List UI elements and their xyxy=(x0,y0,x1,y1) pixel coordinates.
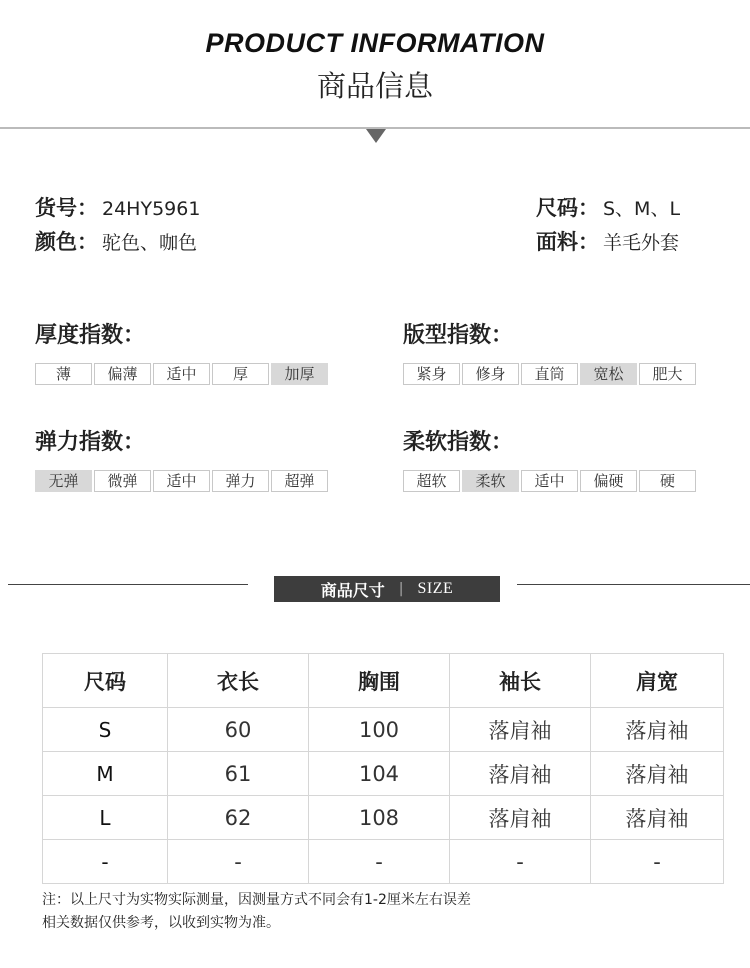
elasticity-option: 超弹 xyxy=(271,470,328,492)
size-section-title-en: SIZE xyxy=(417,580,454,597)
softness-option: 硬 xyxy=(639,470,696,492)
table-cell: M xyxy=(43,752,168,796)
thickness-index-title: 厚度指数： xyxy=(35,323,146,348)
thickness-option: 偏薄 xyxy=(94,363,151,385)
elasticity-option: 弹力 xyxy=(212,470,269,492)
table-cell: 104 xyxy=(309,752,450,796)
page-title-en: PRODUCT INFORMATION xyxy=(205,28,545,58)
size-table-header-row xyxy=(43,654,724,708)
thickness-option: 加厚 xyxy=(271,363,328,385)
table-cell: 60 xyxy=(168,708,309,752)
table-cell: 108 xyxy=(309,796,450,840)
table-cell: 落肩袖 xyxy=(450,796,591,840)
table-row xyxy=(43,708,724,752)
table-cell: 61 xyxy=(168,752,309,796)
table-cell: L xyxy=(43,796,168,840)
size-section-separator: | xyxy=(398,581,404,597)
elasticity-scale xyxy=(35,470,328,492)
size-section-banner xyxy=(274,576,500,602)
item-number-label: 货号： xyxy=(35,196,98,220)
table-cell: 62 xyxy=(168,796,309,840)
color-row xyxy=(35,226,197,256)
measurement-note: 注：以上尺寸为实物实际测量，因测量方式不同会有1-2厘米左右误差 xyxy=(42,892,471,908)
softness-option: 偏硬 xyxy=(580,470,637,492)
thickness-option: 厚 xyxy=(212,363,269,385)
softness-option: 超软 xyxy=(403,470,460,492)
fit-scale xyxy=(403,363,696,385)
softness-scale xyxy=(403,470,696,492)
table-cell: - xyxy=(43,840,168,884)
header-cell-size: 尺码 xyxy=(43,654,168,708)
fit-index-title: 版型指数： xyxy=(403,323,514,348)
header-cell-length: 衣长 xyxy=(168,654,309,708)
fabric-row xyxy=(536,226,679,256)
table-cell: 落肩袖 xyxy=(450,708,591,752)
fabric-label: 面料： xyxy=(536,230,599,254)
elasticity-option: 微弹 xyxy=(94,470,151,492)
color-label: 颜色： xyxy=(35,230,98,254)
triangle-down-icon xyxy=(366,129,386,143)
fit-option: 宽松 xyxy=(580,363,637,385)
section-divider-left xyxy=(8,584,248,585)
table-cell: S xyxy=(43,708,168,752)
size-value: S、M、L xyxy=(603,198,681,220)
table-cell: 落肩袖 xyxy=(591,708,724,752)
thickness-option: 薄 xyxy=(35,363,92,385)
softness-option: 适中 xyxy=(521,470,578,492)
elasticity-index-title: 弹力指数： xyxy=(35,430,146,455)
size-row xyxy=(536,192,680,222)
fit-option: 肥大 xyxy=(639,363,696,385)
header-cell-shoulder: 肩宽 xyxy=(591,654,724,708)
softness-index-title: 柔软指数： xyxy=(403,430,514,455)
table-row xyxy=(43,752,724,796)
table-cell: - xyxy=(591,840,724,884)
item-number-row xyxy=(35,192,200,222)
color-value: 驼色、咖色 xyxy=(102,232,198,254)
table-cell: - xyxy=(309,840,450,884)
header-cell-chest: 胸围 xyxy=(309,654,450,708)
softness-option: 柔软 xyxy=(462,470,519,492)
size-section-title-cn: 商品尺寸 xyxy=(320,580,385,600)
fabric-value: 羊毛外套 xyxy=(603,232,680,254)
reference-note: 相关数据仅供参考，以收到实物为准。 xyxy=(42,915,280,931)
elasticity-option: 无弹 xyxy=(35,470,92,492)
table-cell: 100 xyxy=(309,708,450,752)
thickness-scale xyxy=(35,363,328,385)
size-table xyxy=(42,653,724,884)
elasticity-option: 适中 xyxy=(153,470,210,492)
fit-option: 紧身 xyxy=(403,363,460,385)
table-cell: 落肩袖 xyxy=(450,752,591,796)
table-row xyxy=(43,796,724,840)
page-title-cn: 商品信息 xyxy=(316,69,433,103)
header-cell-sleeve: 袖长 xyxy=(450,654,591,708)
table-cell: - xyxy=(168,840,309,884)
section-divider-right xyxy=(517,584,750,585)
item-number-value: 24HY5961 xyxy=(102,198,201,220)
table-cell: - xyxy=(450,840,591,884)
table-cell: 落肩袖 xyxy=(591,752,724,796)
table-row xyxy=(43,840,724,884)
thickness-option: 适中 xyxy=(153,363,210,385)
size-label: 尺码： xyxy=(536,196,599,220)
fit-option: 修身 xyxy=(462,363,519,385)
fit-option: 直筒 xyxy=(521,363,578,385)
table-cell: 落肩袖 xyxy=(591,796,724,840)
